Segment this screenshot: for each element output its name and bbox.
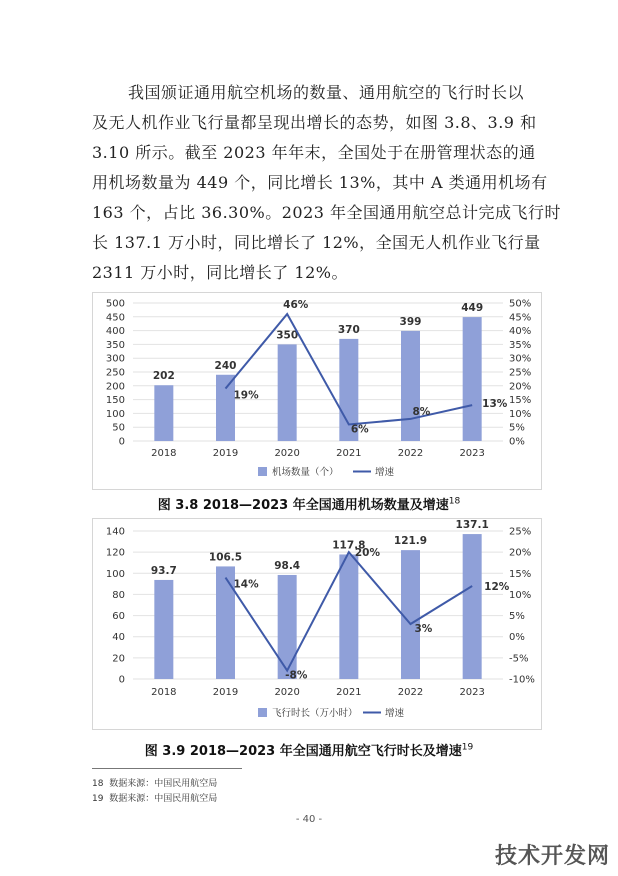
footnote-number: 18 [92, 779, 104, 789]
y2-tick-label: 5% [509, 422, 525, 434]
footnote-19 [92, 791, 217, 804]
bar-value-label: 106.5 [208, 551, 243, 564]
y-tick-label: 20 [112, 653, 125, 665]
bar [154, 385, 173, 441]
y2-tick-label: 20% [509, 381, 532, 393]
bar-value-label: 117.8 [332, 539, 366, 552]
legend-bar-label: 飞行时长（万小时） [272, 708, 358, 719]
y2-tick-label: 0% [509, 632, 525, 644]
bar-value-label: 240 [214, 359, 237, 372]
legend-line-label: 增速 [385, 708, 405, 719]
footnote-number: 19 [92, 794, 104, 804]
line-value-label: 6% [350, 423, 369, 436]
bar-value-label: 370 [337, 323, 360, 336]
footnote-text: 数据来源：中国民用航空局 [109, 779, 218, 789]
bar [401, 550, 420, 679]
y-tick-label: 100 [105, 408, 125, 420]
bar-value-label: 93.7 [150, 564, 177, 577]
line-value-label: 8% [412, 405, 431, 418]
bar-value-label: 98.4 [274, 559, 301, 572]
bar [278, 344, 297, 441]
y-tick-label: 120 [105, 547, 125, 559]
line-value-label: 3% [414, 623, 433, 636]
y-tick-label: 60 [112, 611, 125, 623]
footnote-18 [92, 776, 217, 789]
y-tick-label: 500 [105, 298, 125, 310]
footnote-ref[interactable]: 18 [448, 496, 461, 507]
bar-value-label: 350 [276, 329, 299, 342]
footnote-text: 数据来源：中国民用航空局 [109, 794, 218, 804]
bar-value-label: 449 [461, 302, 484, 315]
paragraph-line: 163 个，占比 36.30%。2023 年全国通用航空总计完成飞行时 [92, 203, 562, 222]
y2-tick-label: 5% [509, 611, 525, 623]
figure-3-8-caption [0, 494, 618, 513]
y2-tick-label: 35% [509, 339, 532, 351]
line-value-label: 46% [283, 299, 309, 312]
figure-caption-text: 图 3.9 2018—2023 年全国通用航空飞行时长及增速 [144, 744, 462, 759]
paragraph-line: 及无人机作业飞行量都呈现出增长的态势，如图 3.8、3.9 和 [92, 113, 537, 132]
body-paragraph [92, 78, 562, 288]
line-value-label: -8% [285, 669, 308, 682]
chart-airport-count [92, 292, 542, 490]
y2-tick-label: 40% [509, 326, 532, 338]
y2-tick-label: -10% [509, 674, 535, 686]
page-number: - 40 - [295, 814, 323, 825]
footnote-ref[interactable]: 19 [461, 742, 474, 753]
y2-tick-label: 20% [509, 547, 532, 559]
x-tick-label: 2019 [212, 687, 239, 698]
y-tick-label: 80 [112, 589, 125, 601]
x-tick-label: 2023 [459, 448, 485, 459]
y-tick-label: 200 [105, 381, 125, 393]
x-tick-label: 2021 [336, 448, 362, 459]
y-tick-label: 0 [118, 674, 125, 686]
legend-bar-swatch [258, 708, 267, 717]
line-value-label: 19% [233, 389, 259, 402]
y2-tick-label: -5% [509, 653, 529, 665]
y-tick-label: 0 [118, 436, 125, 448]
line-value-label: 12% [484, 580, 510, 593]
bar [463, 317, 482, 441]
legend-bar-swatch [258, 467, 267, 476]
paragraph-line: 3.10 所示。截至 2023 年年末，全国处于在册管理状态的通 [92, 143, 536, 162]
x-tick-label: 2018 [151, 687, 177, 698]
bar-value-label: 137.1 [455, 519, 489, 532]
y-tick-label: 40 [112, 632, 125, 644]
y-tick-label: 50 [112, 422, 125, 434]
footnote-divider [92, 768, 242, 769]
y2-tick-label: 25% [509, 526, 532, 538]
y2-tick-label: 30% [509, 353, 532, 365]
y2-tick-label: 10% [509, 408, 532, 420]
legend-line-label: 增速 [375, 467, 395, 478]
watermark: 技术开发网 [494, 844, 610, 869]
line-value-label: 14% [233, 578, 259, 591]
x-tick-label: 2023 [459, 687, 485, 698]
figure-3-9-caption [0, 740, 618, 759]
legend-bar-label: 机场数量（个） [272, 467, 339, 478]
bar [278, 575, 297, 679]
y-tick-label: 400 [105, 326, 125, 338]
x-tick-label: 2020 [274, 687, 300, 698]
bar [216, 375, 235, 441]
y-tick-label: 150 [105, 395, 125, 407]
y2-tick-label: 15% [509, 568, 532, 580]
paragraph-line: 2311 万小时，同比增长了 12%。 [92, 263, 348, 282]
y-tick-label: 450 [105, 312, 125, 324]
bar-value-label: 202 [152, 370, 175, 383]
figure-caption-text: 图 3.8 2018—2023 年全国通用机场数量及增速 [157, 498, 449, 513]
y2-tick-label: 25% [509, 367, 532, 379]
bar-value-label: 399 [399, 315, 422, 328]
x-tick-label: 2022 [397, 687, 424, 698]
line-value-label: 20% [354, 547, 380, 560]
y-tick-label: 300 [105, 353, 125, 365]
bar-value-label: 121.9 [393, 535, 428, 548]
bar [216, 566, 235, 679]
paragraph-line: 我国颁证通用航空机场的数量、通用航空的飞行时长以 [128, 83, 525, 102]
y-tick-label: 100 [105, 568, 125, 580]
y2-tick-label: 0% [509, 436, 525, 448]
y-tick-label: 140 [105, 526, 125, 538]
x-tick-label: 2022 [397, 448, 424, 459]
paragraph-line: 用机场数量为 449 个，同比增长 13%，其中 A 类通用机场有 [92, 173, 548, 192]
y2-tick-label: 15% [509, 395, 532, 407]
line-value-label: 13% [482, 398, 508, 411]
y-tick-label: 350 [105, 339, 125, 351]
x-tick-label: 2021 [336, 687, 362, 698]
y2-tick-label: 45% [509, 312, 532, 324]
paragraph-line: 长 137.1 万小时，同比增长了 12%，全国无人机作业飞行量 [92, 233, 541, 252]
bar [154, 580, 173, 679]
x-tick-label: 2019 [212, 448, 239, 459]
y-tick-label: 250 [105, 367, 125, 379]
bar [463, 534, 482, 679]
x-tick-label: 2018 [151, 448, 177, 459]
chart-flight-hours-svg [93, 519, 541, 729]
y2-tick-label: 50% [509, 298, 532, 310]
chart-airport-count-svg [93, 293, 541, 489]
y2-tick-label: 10% [509, 589, 532, 601]
bar [401, 331, 420, 441]
bar [339, 554, 358, 679]
chart-flight-hours [92, 518, 542, 730]
x-tick-label: 2020 [274, 448, 300, 459]
